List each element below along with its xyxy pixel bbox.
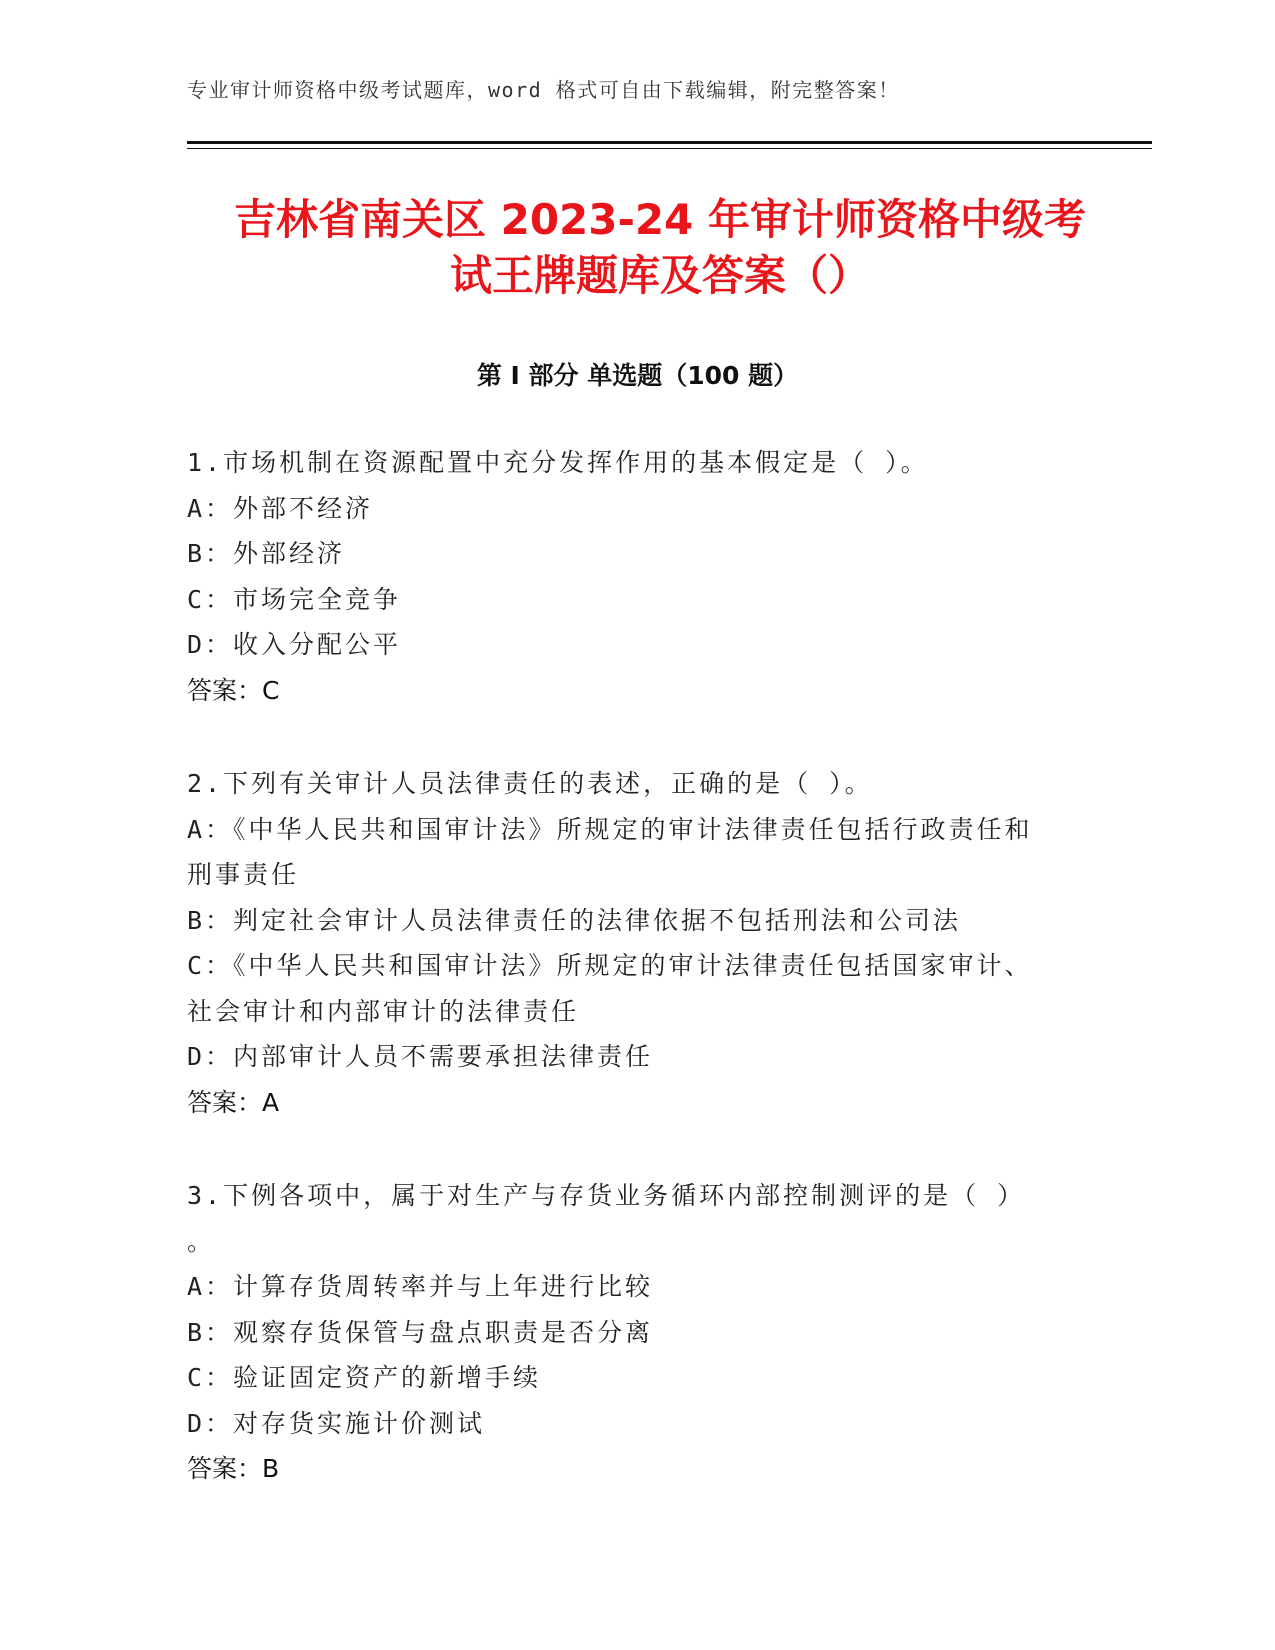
option-a: A：计算存货周转率并与上年进行比较 xyxy=(187,1272,654,1301)
page-header: 专业审计师资格中级考试题库，word 格式可自由下载编辑，附完整答案！ xyxy=(187,78,900,102)
question-1 xyxy=(187,440,1087,713)
question-2 xyxy=(187,761,1087,1125)
document-title-line-1: 吉林省南关区 2023-24 年审计师资格中级考 xyxy=(233,195,1087,244)
option-a: A：《中华人民共和国审计法》所规定的审计法律责任包括行政责任和 xyxy=(187,814,1033,844)
option-d: D：收入分配公平 xyxy=(187,630,402,659)
header-rule-thin xyxy=(187,148,1152,149)
option-c: C：市场完全竞争 xyxy=(187,584,402,614)
option-c: C：《中华人民共和国审计法》所规定的审计法律责任包括国家审计、 xyxy=(187,951,1033,980)
option-d: D：对存货实施计价测试 xyxy=(187,1408,486,1438)
document-title-line-2: 试王牌题库及答案（） xyxy=(449,251,870,300)
answer: 答案：C xyxy=(187,675,280,705)
option-a: A：外部不经济 xyxy=(187,493,374,523)
header-rule-thick xyxy=(187,141,1152,144)
option-c: C：验证固定资产的新增手续 xyxy=(187,1363,542,1392)
question-3 xyxy=(187,1173,1087,1492)
section-heading: 第 I 部分 单选题（100 题） xyxy=(476,361,799,390)
question-stem: 2.下列有关审计人员法律责任的表述，正确的是（ ）。 xyxy=(187,769,873,798)
question-list xyxy=(187,440,1087,1540)
option-c-continued: 社会审计和内部审计的法律责任 xyxy=(187,996,580,1026)
option-d: D：内部审计人员不需要承担法律责任 xyxy=(187,1042,654,1071)
question-stem: 1.市场机制在资源配置中充分发挥作用的基本假定是（ ）。 xyxy=(187,448,929,477)
question-stem: 3.下例各项中，属于对生产与存货业务循环内部控制测评的是（ ） xyxy=(187,1181,1026,1210)
option-a-continued: 刑事责任 xyxy=(187,860,300,889)
question-stem-continued: 。 xyxy=(187,1226,216,1256)
option-b: B：观察存货保管与盘点职责是否分离 xyxy=(187,1317,654,1347)
option-b: B：外部经济 xyxy=(187,539,346,568)
answer: 答案：B xyxy=(187,1454,280,1483)
document-title xyxy=(160,192,1160,304)
answer: 答案：A xyxy=(187,1087,280,1117)
option-b: B：判定社会审计人员法律责任的法律依据不包括刑法和公司法 xyxy=(187,905,962,935)
